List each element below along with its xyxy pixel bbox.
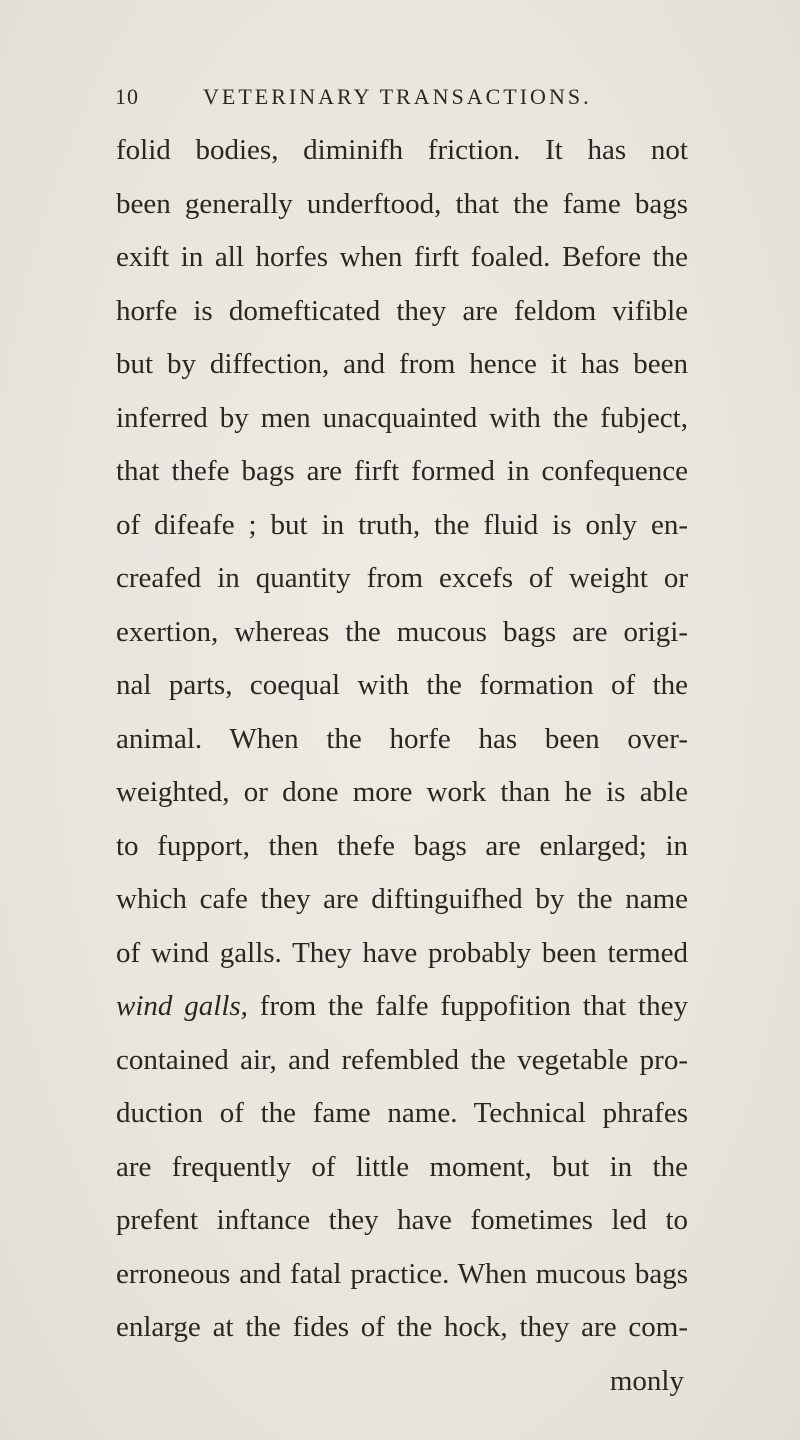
text-line: that thefe bags are firft formed in confequence: [116, 455, 688, 487]
text-line: exift in all horfes when firft foaled. Before the: [116, 241, 688, 273]
running-header: [115, 84, 675, 114]
text-line: are frequently of little moment, but in the: [116, 1150, 688, 1183]
catchword: monly: [609, 1364, 684, 1397]
text-line: of wind galls. They have probably been termed: [116, 936, 688, 969]
text-line: nal parts, coequal with the formation of the: [116, 669, 688, 701]
text-line: exertion, whereas the mucous bags are origi-: [116, 615, 688, 648]
text-line: folid bodies, diminifh friction. It has not: [116, 134, 688, 166]
text-line: weighted, or done more work than he is able: [116, 776, 688, 808]
text-line-italic: [116, 980, 688, 1034]
text-line: prefent inftance they have fometimes led to: [116, 1204, 688, 1236]
italic-term: wind galls,: [116, 990, 248, 1022]
running-title: VETERINARY TRANSACTIONS.: [203, 84, 592, 109]
text-line: duction of the fame name. Technical phrafes: [116, 1097, 688, 1129]
text-line: of difeafe ; but in truth, the fluid is only en-: [116, 508, 688, 541]
text-line: horfe is domefticated they are feldom vifible: [116, 294, 688, 327]
page-number: 10: [115, 84, 139, 109]
text-line: animal. When the horfe has been over-: [116, 722, 688, 755]
text-line: been generally underftood, that the fame bags: [116, 187, 688, 220]
text-line: erroneous and fatal practice. When mucous bags: [116, 1257, 688, 1290]
text-line: inferred by men unacquainted with the fubject,: [116, 401, 688, 434]
text-line: but by diffection, and from hence it has been: [116, 348, 688, 380]
text-line: which cafe they are diftinguifhed by the name: [116, 883, 688, 915]
text-line: to fupport, then thefe bags are enlarged; in: [116, 829, 688, 862]
italic-line-rest: from the falfe fuppofition that they: [247, 990, 688, 1022]
text-line: creafed in quantity from excefs of weight or: [116, 562, 688, 594]
body-text: [116, 124, 688, 1408]
text-line: enlarge at the fides of the hock, they are com-: [116, 1311, 688, 1343]
text-line: contained air, and refembled the vegetable pro-: [116, 1043, 688, 1076]
